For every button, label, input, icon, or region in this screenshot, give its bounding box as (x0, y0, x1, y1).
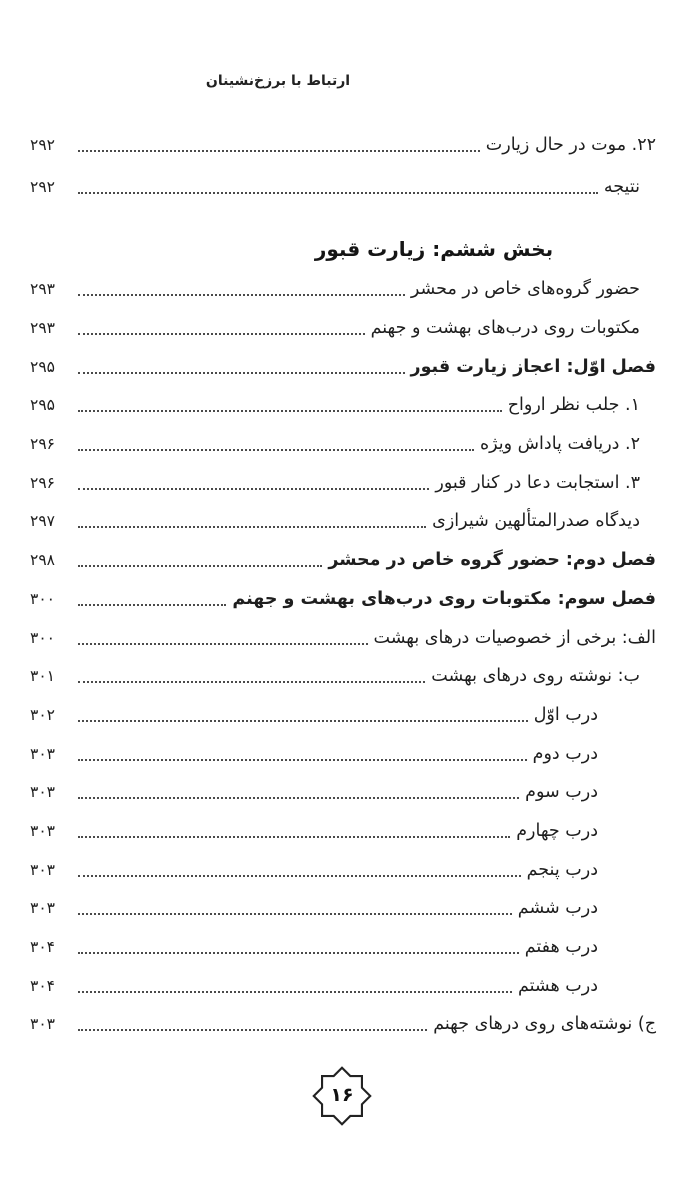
toc-entry-page: ۳۰۳ (30, 821, 55, 840)
dotted-leader (78, 449, 474, 451)
toc-row (30, 124, 656, 166)
toc-row (30, 502, 656, 541)
toc-entry-title: درب هفتم (524, 937, 598, 958)
toc-entry-page: ۲۹۵ (30, 357, 55, 376)
folio-page-number: ۱۶ (330, 1084, 354, 1106)
toc-row (30, 347, 656, 386)
dotted-leader (78, 526, 426, 528)
dotted-leader (78, 410, 502, 412)
folio-ornament (312, 1066, 372, 1126)
toc-row (30, 773, 656, 812)
toc-entry-page: ۲۹۶ (30, 435, 55, 454)
toc-row (30, 270, 656, 309)
toc-entry-page: ۳۰۳ (30, 744, 55, 763)
dotted-leader (78, 333, 365, 335)
dotted-leader (78, 875, 521, 877)
toc-entry-title: ج) نوشته‌های روی درهای جهنم (433, 1014, 656, 1035)
toc-entry-title: ۲. دریافت پاداش ویژه (479, 434, 640, 455)
toc-entry-title: ۳. استجابت دعا در کنار قبور (435, 472, 640, 493)
toc-entry-title: ۱. جلب نظر ارواح (507, 395, 640, 416)
dotted-leader (78, 488, 429, 490)
toc-entry-page: ۳۰۳ (30, 860, 55, 879)
dotted-leader (78, 565, 322, 567)
toc-entry-page: ۳۰۰ (30, 589, 55, 608)
toc-row (30, 928, 656, 967)
toc-row (30, 734, 656, 773)
toc-row (30, 425, 656, 464)
toc-entry-page: ۲۹۳ (30, 280, 55, 299)
dotted-leader (78, 150, 480, 152)
toc-entry-title: درب اوّل (533, 704, 598, 725)
toc-entry-page: ۲۹۶ (30, 473, 55, 492)
toc-entry-title: درب چهارم (516, 820, 598, 841)
toc-row (30, 966, 656, 1005)
toc-row (30, 309, 656, 348)
dotted-leader (78, 913, 512, 915)
toc-row (30, 386, 656, 425)
dotted-leader (78, 192, 598, 194)
toc-entry-page: ۲۹۸ (30, 551, 55, 570)
toc-entry-title: درب هشتم (517, 975, 598, 996)
toc-row (30, 889, 656, 928)
toc-row (30, 166, 656, 208)
toc-entry-title: ب: نوشته روی درهای بهشت (431, 666, 640, 687)
toc-row (30, 1005, 656, 1044)
dotted-leader (78, 294, 405, 296)
toc-entry-title: درب پنجم (526, 859, 598, 880)
dotted-leader (78, 604, 226, 606)
toc-entry-page: ۳۰۱ (30, 667, 55, 686)
toc-entry-page: ۳۰۰ (30, 628, 55, 647)
toc-entry-title: فصل اوّل: اعجاز زیارت قبور (410, 356, 656, 377)
toc-row (30, 580, 656, 619)
toc-row (30, 657, 656, 696)
toc-entry-page: ۲۹۳ (30, 319, 55, 338)
toc-row (30, 850, 656, 889)
toc-entry-title: ۲۲. موت در حال زیارت (485, 135, 656, 155)
dotted-leader (78, 797, 519, 799)
toc-entry-page: ۳۰۳ (30, 1015, 55, 1034)
dotted-leader (78, 991, 512, 993)
toc-entry-page: ۲۹۲ (30, 178, 55, 196)
table-of-contents (30, 124, 656, 1044)
toc-entry-page: ۳۰۴ (30, 938, 55, 957)
toc-entry-title: درب سوم (525, 782, 598, 803)
toc-entry-title: حضور گروه‌های خاص در محشر (410, 279, 640, 300)
toc-row (30, 463, 656, 502)
toc-entry-title: الف: برخی از خصوصیات درهای بهشت (373, 627, 656, 648)
toc-entry-title: فصل دوم: حضور گروه خاص در محشر (328, 550, 656, 571)
toc-row (30, 541, 656, 580)
toc-entry-title: نتیجه (603, 177, 640, 197)
toc-entry-title: درب ششم (517, 898, 598, 919)
dotted-leader (78, 720, 528, 722)
toc-top-entries (30, 124, 656, 208)
toc-entry-page: ۲۹۵ (30, 396, 55, 415)
toc-entry-page: ۳۰۳ (30, 899, 55, 918)
dotted-leader (78, 372, 405, 374)
toc-entry-title: درب دوم (532, 743, 598, 764)
toc-entry-page: ۲۹۲ (30, 136, 55, 154)
dotted-leader (78, 836, 510, 838)
toc-entry-page: ۲۹۷ (30, 512, 55, 531)
toc-entries (30, 270, 656, 1044)
toc-entry-page: ۳۰۲ (30, 705, 55, 724)
dotted-leader (78, 952, 519, 954)
dotted-leader (78, 643, 368, 645)
toc-entry-title: فصل سوم: مکتوبات روی درب‌های بهشت و جهنم (232, 588, 656, 609)
running-header: ارتباط با برزخ‌نشینان (205, 73, 351, 89)
toc-entry-page: ۳۰۴ (30, 976, 55, 995)
toc-entry-title: مکتوبات روی درب‌های بهشت و جهنم (370, 318, 640, 339)
toc-row (30, 812, 656, 851)
section-heading: بخش ششم: زیارت قبور (314, 237, 554, 261)
toc-row (30, 696, 656, 735)
page-footer (0, 1066, 684, 1126)
toc-row (30, 618, 656, 657)
dotted-leader (78, 759, 527, 761)
toc-entry-page: ۳۰۳ (30, 783, 55, 802)
dotted-leader (78, 1029, 427, 1031)
toc-entry-title: دیدگاه صدرالمتألهین شیرازی (432, 511, 640, 532)
dotted-leader (78, 681, 425, 683)
